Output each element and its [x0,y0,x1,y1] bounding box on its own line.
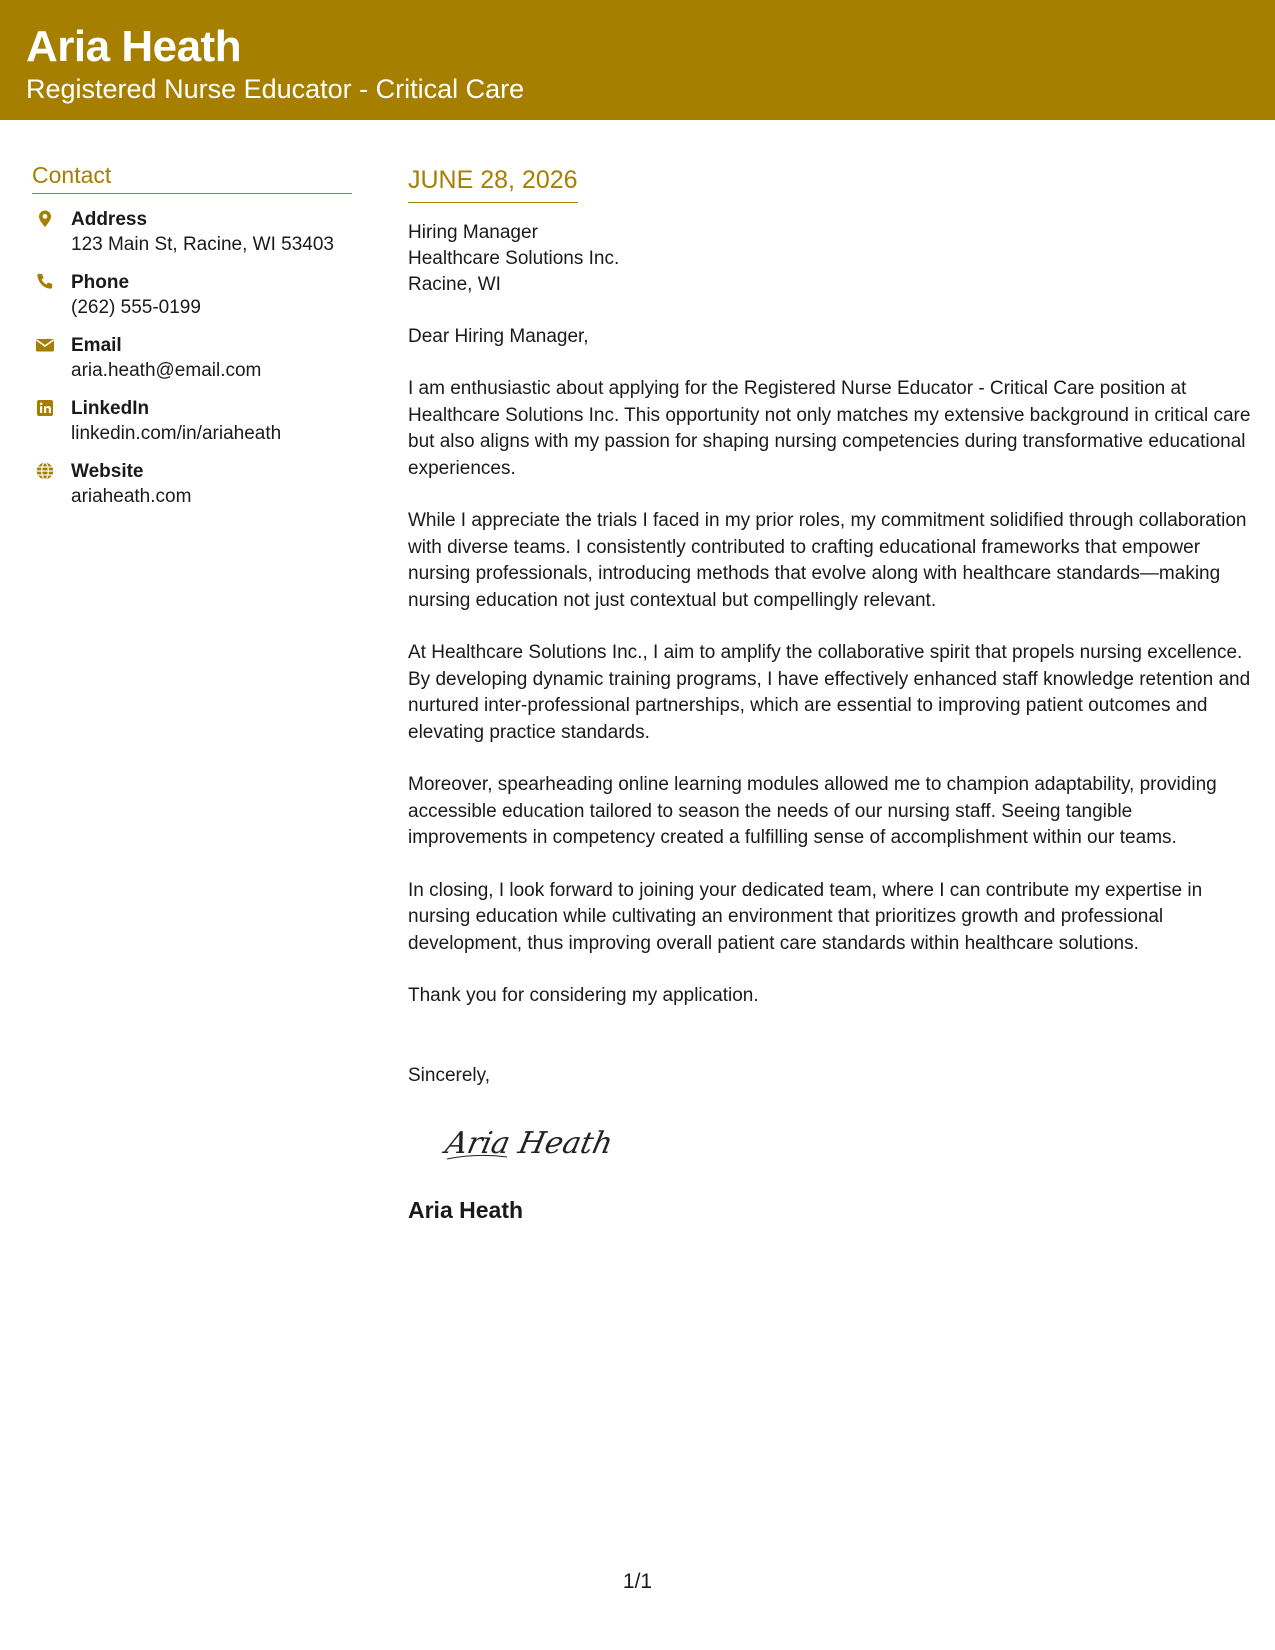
letter-paragraph: At Healthcare Solutions Inc., I aim to amplify the collaborative spirit that propels nursing excellence. By developing dynamic training programs, I have effectively enhanced staff knowledge retention and nurtured inter-professional partnerships, which are essential to improving patient outcomes and elevating practice standards. [408,642,1251,743]
recipient-line: Racine, WI [408,274,501,295]
contact-item-email [32,334,352,383]
envelope-icon [35,335,55,355]
contact-item-website [32,460,352,509]
contact-label: LinkedIn [71,398,150,419]
header-banner [0,0,1275,120]
letter-paragraph: I am enthusiastic about applying for the Registered Nurse Educator - Critical Care position at Healthcare Solutions Inc. This opportunity not only matches my extensive background in critical care but also aligns with my passion for shaping nursing competencies during transformative educational experiences. [408,378,1251,479]
contact-label: Website [71,461,144,482]
contact-item-linkedin [32,397,352,446]
letter-paragraph: In closing, I look forward to joining your dedicated team, where I can contribute my expertise in nursing education while cultivating an environment that prioritizes growth and professional development, thus improving overall patient care standards within healthcare solutions. [408,879,1203,954]
linkedin-icon [35,398,55,418]
letter-body [408,166,1253,1224]
candidate-role: Registered Nurse Educator - Critical Care [26,74,525,104]
page-number: 1/1 [622,1570,653,1593]
contact-item-phone [32,271,352,320]
contact-value: (262) 555-0199 [71,297,201,318]
globe-icon [35,461,55,481]
recipient-line: Healthcare Solutions Inc. [408,248,620,269]
letter-paragraph: Moreover, spearheading online learning modules allowed me to champion adaptability, providing accessible education tailored to season the needs of our nursing staff. Seeing tangible improvements in competency created a fulfilling sense of accomplishment within our teams. [408,774,1217,848]
letter-date: JUNE 28, 2026 [408,166,578,203]
letter-paragraph: While I appreciate the trials I faced in my prior roles, my commitment solidified through collaboration with diverse teams. I consistently contributed to crafting educational frameworks that empower nursing professionals, introducing methods that evolve along with healthcare standards—making nursing education not just contextual but compellingly relevant. [408,510,1247,611]
signed-name: Aria Heath [408,1196,524,1223]
closing: Sincerely, [408,1064,491,1086]
contact-value: aria.heath@email.com [71,360,262,381]
contact-heading: Contact [32,162,352,194]
letter-paragraph: Thank you for considering my application. [408,985,759,1006]
signature-image [441,1111,641,1171]
salutation: Dear Hiring Manager, [408,326,589,347]
contact-label: Phone [71,272,130,293]
candidate-name: Aria Heath [26,22,242,71]
recipient-block [408,220,1253,298]
recipient-line: Hiring Manager [408,222,538,243]
contact-item-address [32,208,352,257]
contact-value: ariaheath.com [71,486,192,507]
map-pin-icon [35,209,55,229]
contact-value: 123 Main St, Racine, WI 53403 [71,234,334,255]
contact-label: Address [71,209,148,230]
svg-text:Aria Heath: Aria Heath [442,1125,616,1161]
contact-value: linkedin.com/in/ariaheath [71,423,282,444]
contact-label: Email [71,335,122,356]
contact-sidebar [32,162,352,509]
phone-icon [35,272,55,292]
